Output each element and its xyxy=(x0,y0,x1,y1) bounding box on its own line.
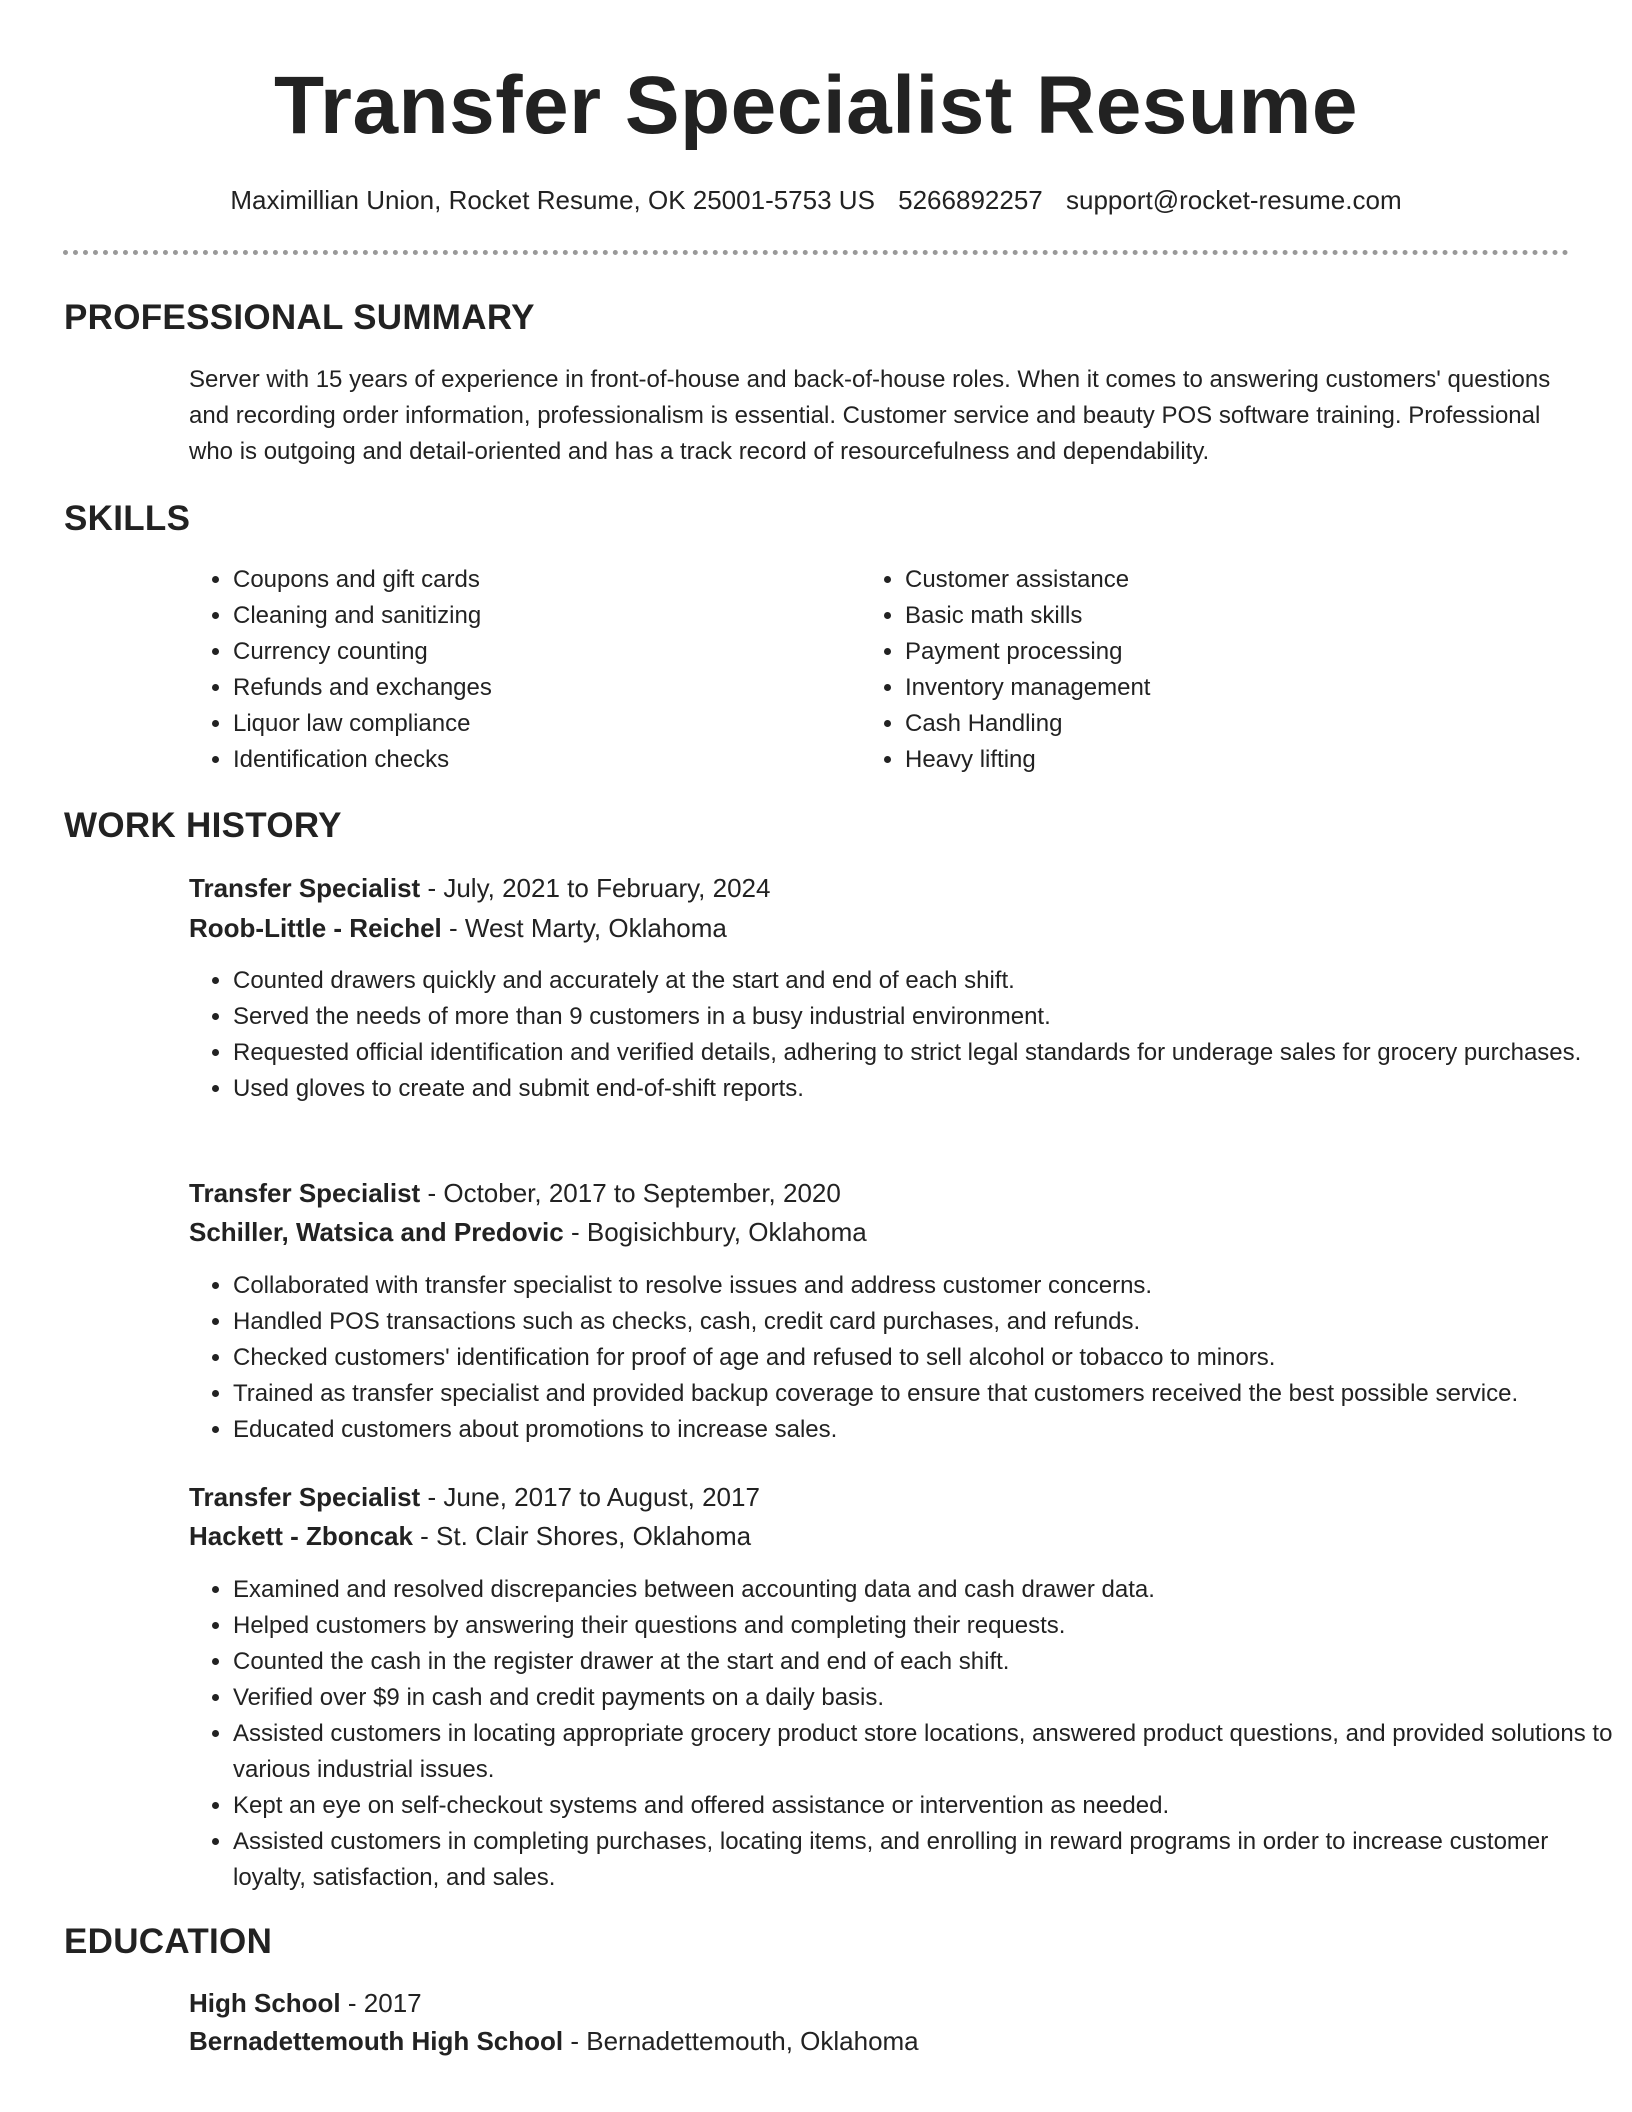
resume-title: Transfer Specialist Resume xyxy=(273,60,1359,151)
job-bullet: • Educated customers about promotions to increase sales. xyxy=(233,1412,1613,1448)
skill-item: • Refunds and exchanges xyxy=(233,670,853,706)
contact-line xyxy=(0,182,1632,218)
skill-item: • Liquor law compliance xyxy=(233,706,853,742)
section-heading-skills: SKILLS xyxy=(64,499,191,538)
education-school-line xyxy=(189,2023,919,2059)
section-heading-work-history: WORK HISTORY xyxy=(64,806,342,845)
contact-email: support@rocket-resume.com xyxy=(1065,185,1402,215)
education-degree: High School xyxy=(189,1988,341,2018)
job-bullet: • Examined and resolved discrepancies between accounting data and cash drawer data. xyxy=(233,1572,1613,1608)
section-heading-education: EDUCATION xyxy=(64,1922,273,1961)
job-bullets xyxy=(189,1268,1613,1448)
job-title: Transfer Specialist xyxy=(189,1482,421,1512)
skill-item: • Payment processing xyxy=(905,634,1525,670)
contact-address: Maximillian Union, Rocket Resume, OK 25001-5753 US xyxy=(230,185,875,215)
job-bullet: • Collaborated with transfer specialist to resolve issues and address customer concerns. xyxy=(233,1268,1613,1304)
section-heading-summary: PROFESSIONAL SUMMARY xyxy=(64,298,535,337)
job-title-line xyxy=(189,870,770,906)
job-bullet: • Helped customers by answering their questions and completing their requests. xyxy=(233,1608,1613,1644)
job-dates: - July, 2021 to February, 2024 xyxy=(420,873,771,903)
skill-item: • Identification checks xyxy=(233,742,853,778)
job-company-line xyxy=(189,1214,867,1250)
education-degree-line xyxy=(189,1985,422,2021)
summary-text: Server with 15 years of experience in front-of-house and back-of-house roles. When it comes to answering customers' questions and recording order information, professionalism is essential. Customer service and beauty POS software training. Professional who is outgoing and detail-oriented and has a track record of resourcefulness and dependability. xyxy=(189,366,1551,465)
skill-item: • Customer assistance xyxy=(905,562,1525,598)
job-title-line xyxy=(189,1479,760,1515)
job-bullet: • Trained as transfer specialist and provided backup coverage to ensure that customers received the best possible service. xyxy=(233,1376,1613,1412)
skill-item: • Inventory management xyxy=(905,670,1525,706)
education-school: Bernadettemouth High School xyxy=(189,2026,564,2056)
job-bullets xyxy=(189,1572,1613,1896)
job-bullet: • Counted drawers quickly and accurately at the start and end of each shift. xyxy=(233,963,1613,999)
job-bullets xyxy=(189,963,1613,1107)
job-title: Transfer Specialist xyxy=(189,873,421,903)
skills-list-right xyxy=(861,562,1525,778)
job-title: Transfer Specialist xyxy=(189,1178,421,1208)
job-company-line xyxy=(189,1518,751,1554)
job-company: Roob-Little - Reichel xyxy=(189,913,442,943)
job-bullet: • Assisted customers in completing purchases, locating items, and enrolling in reward programs in order to increase customer loyalty, satisfaction, and sales. xyxy=(233,1824,1613,1896)
job-title-line xyxy=(189,1175,841,1211)
education-location: - Bernadettemouth, Oklahoma xyxy=(563,2026,919,2056)
job-bullet: • Verified over $9 in cash and credit payments on a daily basis. xyxy=(233,1680,1613,1716)
job-bullet: • Served the needs of more than 9 customers in a busy industrial environment. xyxy=(233,999,1613,1035)
skill-item: • Coupons and gift cards xyxy=(233,562,853,598)
skill-item: • Basic math skills xyxy=(905,598,1525,634)
job-location: - St. Clair Shores, Oklahoma xyxy=(412,1521,752,1551)
job-bullet: • Kept an eye on self-checkout systems and offered assistance or intervention as needed. xyxy=(233,1788,1613,1824)
job-bullet: • Handled POS transactions such as checks, cash, credit card purchases, and refunds. xyxy=(233,1304,1613,1340)
job-bullet: • Counted the cash in the register drawer at the start and end of each shift. xyxy=(233,1644,1613,1680)
job-company: Hackett - Zboncak xyxy=(189,1521,413,1551)
skills-list-left xyxy=(189,562,853,778)
education-year: - 2017 xyxy=(340,1988,422,2018)
job-location: - West Marty, Oklahoma xyxy=(441,913,727,943)
skill-item: • Currency counting xyxy=(233,634,853,670)
skill-item: • Heavy lifting xyxy=(905,742,1525,778)
job-dates: - October, 2017 to September, 2020 xyxy=(420,1178,841,1208)
job-company-line xyxy=(189,910,727,946)
job-bullet: • Checked customers' identification for proof of age and refused to sell alcohol or tobacco to minors. xyxy=(233,1340,1613,1376)
job-dates: - June, 2017 to August, 2017 xyxy=(420,1482,760,1512)
job-bullet: • Assisted customers in locating appropriate grocery product store locations, answered product questions, and provided solutions to various industrial issues. xyxy=(233,1716,1613,1788)
skill-item: • Cash Handling xyxy=(905,706,1525,742)
job-bullet: • Requested official identification and verified details, adhering to strict legal standards for underage sales for grocery purchases. xyxy=(233,1035,1613,1071)
contact-phone: 5266892257 xyxy=(898,185,1043,215)
job-location: - Bogisichbury, Oklahoma xyxy=(563,1217,867,1247)
job-company: Schiller, Watsica and Predovic xyxy=(189,1217,564,1247)
skill-item: • Cleaning and sanitizing xyxy=(233,598,853,634)
job-bullet: • Used gloves to create and submit end-of-shift reports. xyxy=(233,1071,1613,1107)
header-divider xyxy=(63,250,1569,255)
